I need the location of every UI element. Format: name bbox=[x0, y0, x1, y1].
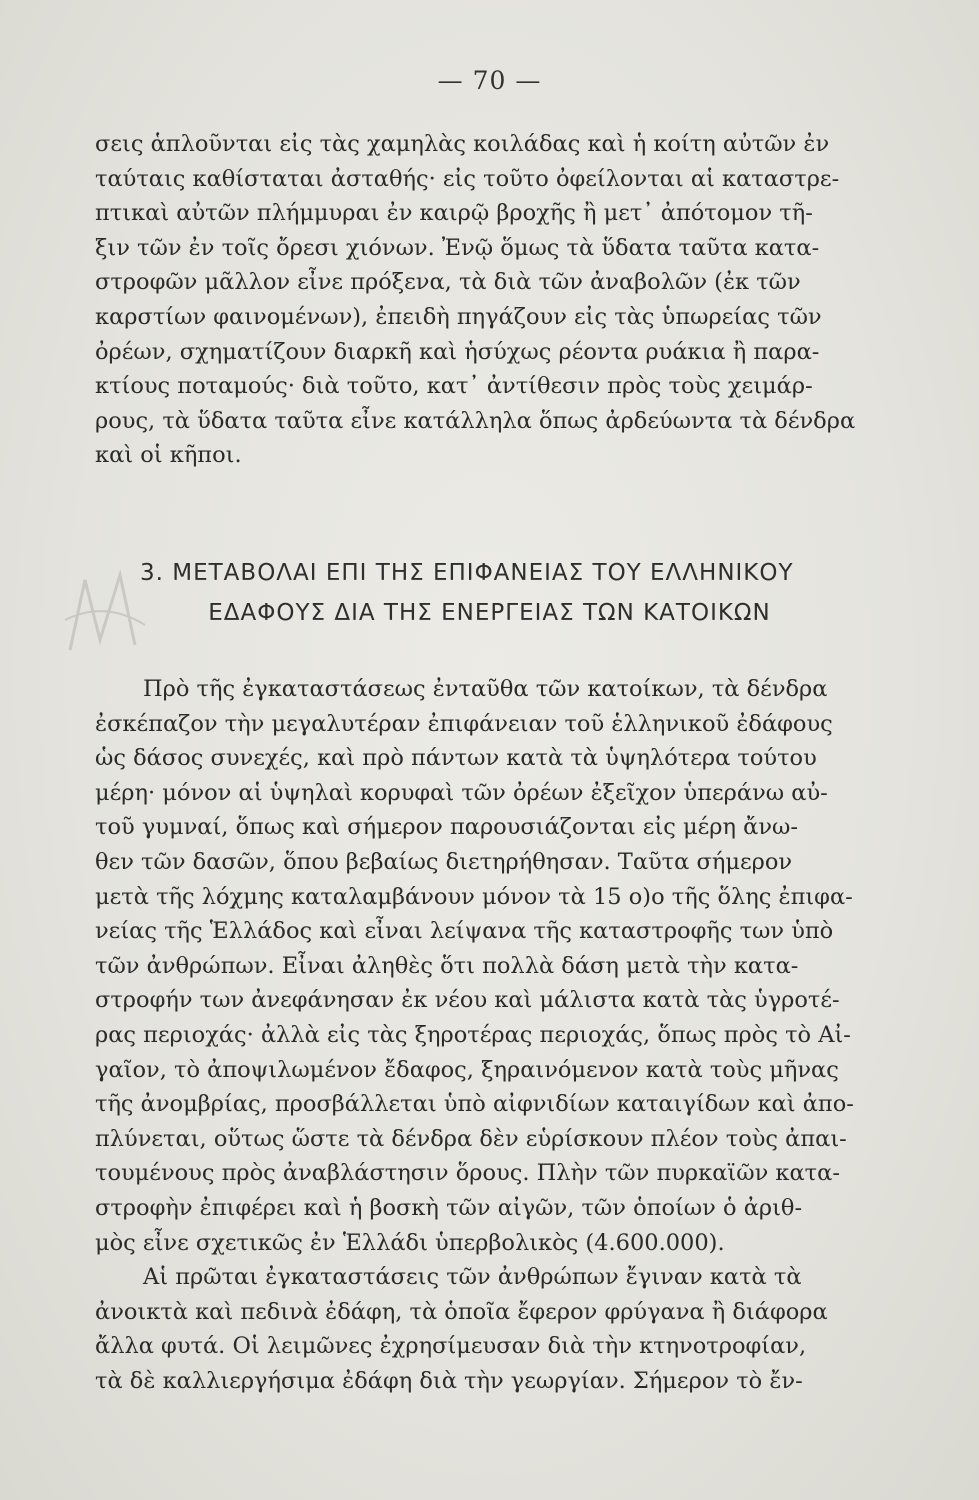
text-line: ξιν τῶν ἐν τοῖς ὄρεσι χιόνων. Ἐνῷ ὅμως τὰ ὕδατα ταῦτα κατα- bbox=[95, 234, 820, 261]
text-line: μέρη· μόνον αἱ ὑψηλαὶ κορυφαὶ τῶν ὀρέων ἐξεῖχον ὑπεράνω αὐ- bbox=[95, 779, 828, 806]
text-line: ἀνοικτὰ καὶ πεδινὰ ἐδάφη, τὰ ὁποῖα ἔφερον φρύγανα ἢ διάφορα bbox=[95, 1298, 828, 1325]
text-line: ἐσκέπαζον τὴν μεγαλυτέραν ἐπιφάνειαν τοῦ ἑλληνικοῦ ἐδάφους bbox=[95, 710, 833, 737]
text-line: τὰ δὲ καλλιεργήσιμα ἐδάφη διὰ τὴν γεωργίαν. Σήμερον τὸ ἔν- bbox=[95, 1367, 803, 1394]
text-line: σεις ἁπλοῦνται εἰς τὰς χαμηλὰς κοιλάδας καὶ ἡ κοίτη αὐτῶν ἐν bbox=[95, 131, 830, 157]
text-line: στροφὴν ἐπιφέρει καὶ ἡ βοσκὴ τῶν αἰγῶν, τῶν ὁποίων ὁ ἀριθ- bbox=[95, 1194, 803, 1221]
text-line: ταύταις καθίσταται ἀσταθής· εἰς τοῦτο ὀφείλονται αἱ καταστρε- bbox=[95, 165, 840, 192]
text-line: καὶ οἱ κῆποι. bbox=[95, 442, 242, 469]
paragraph-main bbox=[95, 672, 937, 1398]
text-line: πτικαὶ αὐτῶν πλήμμυραι ἐν καιρῷ βροχῆς ἢ μετ᾽ ἀπότομον τῆ- bbox=[95, 200, 813, 227]
text-line: στροφῶν μᾶλλον εἶνε πρόξενα, τὰ διὰ τῶν ἀναβολῶν (ἐκ τῶν bbox=[95, 269, 801, 296]
text-line: τῆς ἀνομβρίας, προσβάλλεται ὑπὸ αἰφνιδίων καταιγίδων καὶ ἀπο- bbox=[95, 1091, 854, 1118]
text-line: κτίους ποταμούς· διὰ τοῦτο, κατ᾽ ἀντίθεσιν πρὸς τοὺς χειμάρ- bbox=[95, 373, 813, 400]
section-heading-line-1: 3. ΜΕΤΑΒΟΛΑΙ ΕΠΙ ΤΗΣ ΕΠΙΦΑΝΕΙΑΣ ΤΟΥ ΕΛΛΗΝΙΚΟΥ bbox=[140, 560, 794, 586]
text-line: μετὰ τῆς λόχμης καταλαμβάνουν μόνον τὰ 15 ο)ο τῆς ὅλης ἐπιφα- bbox=[95, 883, 853, 910]
text-line: τοῦ γυμναί, ὅπως καὶ σήμερον παρουσιάζονται εἰς μέρη ἄνω- bbox=[95, 814, 798, 841]
text-line: πλύνεται, οὕτως ὥστε τὰ δένδρα δὲν εὑρίσκουν πλέον τοὺς ἀπαι- bbox=[95, 1125, 847, 1152]
text-line: τουμένους πρὸς ἀναβλάστησιν ὅρους. Πλὴν τῶν πυρκαϊῶν κατα- bbox=[95, 1160, 840, 1187]
text-line: τῶν ἀνθρώπων. Εἶναι ἀληθὲς ὅτι πολλὰ δάση μετὰ τὴν κατα- bbox=[95, 952, 799, 979]
text-line: ἄλλα φυτά. Οἱ λειμῶνες ἐχρησίμευσαν διὰ τὴν κτηνοτροφίαν, bbox=[95, 1333, 807, 1360]
page-number: — 70 — bbox=[437, 66, 542, 95]
text-line: μὸς εἶνε σχετικῶς ἐν Ἑλλάδι ὑπερβολικὸς (4.600.000). bbox=[95, 1229, 725, 1256]
text-line: Πρὸ τῆς ἐγκαταστάσεως ἐνταῦθα τῶν κατοίκων, τὰ δένδρα bbox=[143, 676, 828, 702]
text-line: γαῖον, τὸ ἀποψιλωμένον ἔδαφος, ξηραινόμενον κατὰ τοὺς μῆνας bbox=[95, 1056, 839, 1083]
section-heading-line-2: ΕΔΑΦΟΥΣ ΔΙΑ ΤΗΣ ΕΝΕΡΓΕΙΑΣ ΤΩΝ ΚΑΤΟΙΚΩΝ bbox=[208, 600, 771, 626]
text-line: ὀρέων, σχηματίζουν διαρκῆ καὶ ἡσύχως ρέοντα ρυάκια ἢ παρα- bbox=[95, 338, 820, 365]
text-line: καρστίων φαινομένων), ἐπειδὴ πηγάζουν εἰς τὰς ὑπωρείας τῶν bbox=[95, 303, 822, 330]
text-line: νείας τῆς Ἑλλάδος καὶ εἶναι λείψανα τῆς καταστροφῆς των ὑπὸ bbox=[95, 918, 834, 945]
text-line: ρας περιοχάς· ἀλλὰ εἰς τὰς ξηροτέρας περιοχάς, ὅπως πρὸς τὸ Αἰ- bbox=[95, 1021, 851, 1048]
text-line: ρους, τὰ ὕδατα ταῦτα εἶνε κατάλληλα ὅπως ἀρδεύωντα τὰ δένδρα bbox=[95, 407, 856, 434]
text-line: στροφήν των ἀνεφάνησαν ἐκ νέου καὶ μάλιστα κατὰ τὰς ὑγροτέ- bbox=[95, 987, 840, 1014]
paragraph-top bbox=[95, 127, 937, 473]
text-line: Αἱ πρῶται ἐγκαταστάσεις τῶν ἀνθρώπων ἔγιναν κατὰ τὰ bbox=[143, 1264, 802, 1291]
text-line: θεν τῶν δασῶν, ὅπου βεβαίως διετηρήθησαν. Ταῦτα σήμερον bbox=[95, 848, 793, 875]
text-line: ὡς δάσος συνεχές, καὶ πρὸ πάντων κατὰ τὰ ὑψηλότερα τούτου bbox=[95, 745, 817, 772]
